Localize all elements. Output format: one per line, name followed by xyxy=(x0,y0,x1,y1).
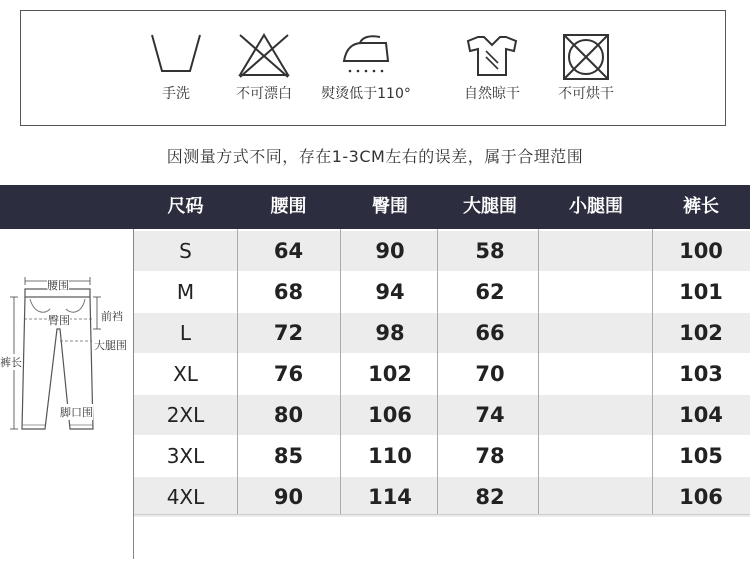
care-instructions-box xyxy=(20,10,726,126)
column-divider xyxy=(652,229,653,514)
table-row xyxy=(134,395,750,435)
table-row xyxy=(134,272,750,312)
column-divider xyxy=(237,229,238,514)
cell-length: 104 xyxy=(679,403,723,427)
header-waist: 腰围 xyxy=(270,196,307,217)
table-header xyxy=(0,185,750,229)
diagram-label-front-rise: 前裆 xyxy=(101,310,123,323)
diagram-label-waist: 腰围 xyxy=(47,279,69,292)
header-hip: 臀围 xyxy=(372,196,408,217)
line-dry-icon xyxy=(462,31,522,81)
table-row xyxy=(134,436,750,476)
cell-size: XL xyxy=(173,362,198,386)
table-row xyxy=(134,354,750,394)
cell-hip: 94 xyxy=(375,280,405,304)
cell-thigh: 78 xyxy=(475,444,505,468)
care-label-no-bleach: 不可漂白 xyxy=(236,86,292,102)
header-calf: 小腿围 xyxy=(569,196,623,217)
cell-length: 101 xyxy=(679,280,723,304)
hand-wash-icon xyxy=(146,31,206,75)
cell-waist: 64 xyxy=(273,239,304,263)
column-divider xyxy=(437,229,438,514)
cell-length: 100 xyxy=(679,239,723,263)
cell-thigh: 62 xyxy=(475,280,505,304)
cell-hip: 106 xyxy=(368,403,412,427)
cell-calf xyxy=(540,436,652,476)
header-length: 裤长 xyxy=(683,196,719,217)
cell-size: M xyxy=(176,280,195,304)
care-label-no-tumble-dry: 不可烘干 xyxy=(558,86,614,102)
cell-size: 2XL xyxy=(166,403,205,427)
table-bottom-line xyxy=(134,514,750,515)
no-bleach-icon xyxy=(234,31,294,81)
cell-waist: 90 xyxy=(273,485,304,509)
no-tumble-dry-icon xyxy=(556,31,616,83)
cell-hip: 98 xyxy=(375,321,405,345)
cell-calf xyxy=(540,313,652,353)
care-item-no-tumble-dry xyxy=(531,31,641,103)
care-item-no-bleach xyxy=(209,31,319,103)
cell-waist: 80 xyxy=(273,403,304,427)
cell-thigh: 70 xyxy=(475,362,505,386)
pants-diagram xyxy=(0,229,133,559)
cell-length: 106 xyxy=(679,485,723,509)
cell-size: S xyxy=(179,239,192,263)
cell-hip: 102 xyxy=(368,362,412,386)
cell-calf xyxy=(540,477,652,517)
cell-hip: 110 xyxy=(368,444,412,468)
column-divider xyxy=(340,229,341,514)
cell-hip: 90 xyxy=(375,239,405,263)
diagram-label-hip: 臀围 xyxy=(48,314,70,327)
cell-hip: 114 xyxy=(368,485,412,509)
cell-thigh: 66 xyxy=(475,321,505,345)
iron-icon xyxy=(336,31,396,81)
cell-length: 102 xyxy=(679,321,723,345)
table-row xyxy=(134,231,750,271)
care-label-line-dry: 自然晾干 xyxy=(464,86,520,102)
cell-thigh: 58 xyxy=(475,239,505,263)
cell-waist: 68 xyxy=(273,280,304,304)
cell-waist: 76 xyxy=(273,362,304,386)
cell-length: 105 xyxy=(679,444,723,468)
measurement-note: 因测量方式不同，存在1-3CM左右的误差，属于合理范围 xyxy=(166,147,584,166)
diagram-label-thigh: 大腿围 xyxy=(94,339,127,352)
cell-size: 4XL xyxy=(166,485,205,509)
cell-thigh: 74 xyxy=(475,403,505,427)
cell-waist: 72 xyxy=(273,321,304,345)
cell-thigh: 82 xyxy=(475,485,505,509)
cell-calf xyxy=(540,231,652,271)
cell-size: 3XL xyxy=(166,444,205,468)
table-row xyxy=(134,477,750,517)
cell-calf xyxy=(540,395,652,435)
cell-waist: 85 xyxy=(273,444,304,468)
header-size: 尺码 xyxy=(167,196,204,217)
cell-calf xyxy=(540,354,652,394)
diagram-label-hem: 脚口围 xyxy=(60,406,93,419)
diagram-label-length: 裤长 xyxy=(0,356,22,369)
cell-size: L xyxy=(179,321,192,345)
cell-length: 103 xyxy=(679,362,723,386)
table-row xyxy=(134,313,750,353)
care-label-iron: 熨烫低于110° xyxy=(321,86,411,102)
column-divider xyxy=(538,229,539,514)
care-item-iron xyxy=(311,31,421,103)
header-thigh: 大腿围 xyxy=(463,196,517,217)
care-label-hand-wash: 手洗 xyxy=(162,86,190,102)
cell-calf xyxy=(540,272,652,312)
